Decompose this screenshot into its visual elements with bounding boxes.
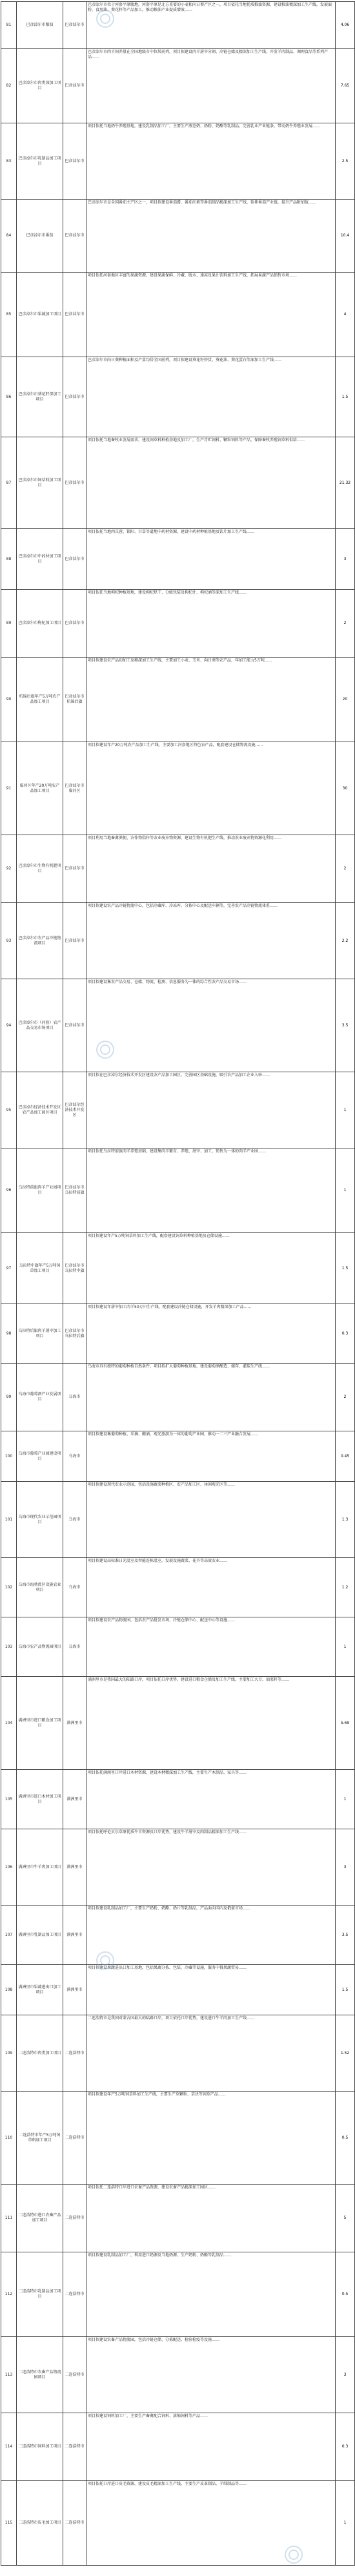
project-name: 二连浩特市年产5万吨饲草料加工项目 xyxy=(17,2092,63,2185)
project-investment: 5 xyxy=(336,2185,355,2252)
project-description: 项目依托乌拉特前旗肉羊养殖基础，建设集肉羊繁育、养殖、屠宰、加工、销售为一体的肉羊产业园…… xyxy=(86,1148,336,1233)
project-name: 巴彦淖尔市果蔬加工项目 xyxy=(17,273,63,357)
row-index: 96 xyxy=(1,1148,17,1233)
project-location: 二连浩特市 xyxy=(63,2185,86,2252)
project-location: 巴彦淖尔市 xyxy=(63,903,86,979)
project-name: 二连浩特市肉类加工项目 xyxy=(17,2015,63,2092)
project-location: 乌海市 xyxy=(63,1431,86,1482)
project-description: 项目依托当地奶牛养殖基地，建设乳制品加工厂，主要生产液态奶、奶粉、奶酪等乳制品，完善乳业产业链条，带动奶牛养殖业发展…… xyxy=(86,123,336,200)
project-name: 乌海市海勃湾区设施农业项目 xyxy=(17,1558,63,1617)
project-description: 项目拟建设乳制品加工厂，利用进口奶源及当地奶源，生产奶粉、奶酪等乳制品…… xyxy=(86,2252,336,2337)
project-description: 项目拟建设年产5万吨饲草料加工生产线，配套建设饲草料种植基地及仓储设施…… xyxy=(86,1233,336,1304)
project-location: 乌海市 xyxy=(63,1364,86,1431)
project-description: 项目拟建设果蔬进出口加工基地，包括果蔬分拣、包装、冷藏等设施，服务中俄果蔬贸易…… xyxy=(86,1965,336,2015)
project-investment: 0.3 xyxy=(336,2413,355,2481)
project-investment: 21.32 xyxy=(336,437,355,529)
table-row xyxy=(1,357,355,437)
table-body xyxy=(1,2,355,2566)
row-index: 86 xyxy=(1,357,17,437)
table-row xyxy=(1,1072,355,1148)
row-index: 106 xyxy=(1,1829,17,1906)
project-description: 项目拟在巴彦淖尔经济技术开发区建设农产品加工园区，完善园区基础设施，吸引农产品加工企业入驻…… xyxy=(86,1072,336,1148)
project-location: 巴彦淖尔市 xyxy=(63,590,86,658)
project-location: 巴彦淖尔市 xyxy=(63,200,86,273)
project-name: 巴彦淖尔市生物有机肥项目 xyxy=(17,835,63,903)
project-location: 巴彦淖尔市乌拉特后旗 xyxy=(63,1304,86,1364)
project-description: 项目依托当地枸杞种植基地，建设枸杞烘干、分级包装及枸杞汁、枸杞酒等深加工生产线…… xyxy=(86,590,336,658)
table-row xyxy=(1,2337,355,2413)
table-row xyxy=(1,2413,355,2481)
project-location: 巴彦淖尔市 xyxy=(63,2,86,49)
row-index: 85 xyxy=(1,273,17,357)
project-name: 乌海市现代农业示范园项目 xyxy=(17,1482,63,1558)
row-index: 94 xyxy=(1,979,17,1072)
row-index: 102 xyxy=(1,1558,17,1617)
project-description: 项目拟建设农产品冷链物流中心，包括冷藏库、冷冻库、分拣中心及配送车辆等，完善农产品冷链物流体系…… xyxy=(86,903,336,979)
project-investment: 3 xyxy=(336,1829,355,1906)
table-row xyxy=(1,1364,355,1431)
row-index: 112 xyxy=(1,2252,17,2337)
project-name: 满洲里市进口木材加工项目 xyxy=(17,1770,63,1829)
project-name: 临河区年产20万吨农产品加工项目 xyxy=(17,742,63,835)
project-description: 项目拟建设集葡萄种植、采摘、酿酒、观光旅游为一体的葡萄产业园，推动一二三产业融合发展…… xyxy=(86,1431,336,1482)
project-description: 满洲里市是我国最大的陆路口岸，项目依托口岸优势，建设进口粮食仓储及加工生产线，主要加工大豆、油菜籽等…… xyxy=(86,1677,336,1770)
project-description: 巴彦淖尔市肉羊饲养量在全国地级市中位居前列，项目拟建设肉羊屠宰分割、冷链仓储及精深加工生产线，开发羊肉制品、调理食品等系列产品…… xyxy=(86,49,336,123)
project-description: 巴彦淖尔市位于河套平原腹地，河套平原是北方重要的小麦和向日葵产区之一，项目依托当地优质粮油资源，建设粮油精深加工生产线，发展面粉、食用油、葵花籽等产品加工，推动粮油产业提质增效…… xyxy=(86,2,336,49)
project-investment: 0.5 xyxy=(336,2092,355,2185)
project-location: 巴彦淖尔市 xyxy=(63,529,86,590)
project-location: 巴彦淖尔市杭锦后旗 xyxy=(63,658,86,742)
project-location: 二连浩特市 xyxy=(63,2252,86,2337)
project-name: 巴彦淖尔市粮油 xyxy=(17,2,63,49)
project-location: 巴彦淖尔市乌拉特前旗 xyxy=(63,1148,86,1233)
watermark-logo-bottom xyxy=(284,2545,303,2564)
row-index: 93 xyxy=(1,903,17,979)
project-name: 二连浩特市农畜产品物流园项目 xyxy=(17,2337,63,2413)
project-name: 乌海市农产品物流园项目 xyxy=(17,1617,63,1677)
row-index: 88 xyxy=(1,529,17,590)
project-investment: 1 xyxy=(336,2481,355,2566)
row-index: 110 xyxy=(1,2092,17,2185)
project-investment: 1.5 xyxy=(336,1965,355,2015)
row-index: 81 xyxy=(1,2,17,49)
row-index: 103 xyxy=(1,1617,17,1677)
row-index: 100 xyxy=(1,1431,17,1482)
project-location: 巴彦淖尔市 xyxy=(63,979,86,1072)
project-location: 二连浩特市 xyxy=(63,2481,86,2566)
project-name: 巴彦淖尔市（河套）农产品交易市场项目 xyxy=(17,979,63,1072)
project-investment: 5.69 xyxy=(336,1677,355,1770)
table-row xyxy=(1,1431,355,1482)
project-name: 巴彦淖尔市番茄 xyxy=(17,200,63,273)
project-table xyxy=(1,1,355,2566)
project-description: 项目依托口岸进口皮毛资源，建设皮毛精深加工生产线，主要生产皮革制品、羊绒制品等…… xyxy=(86,2481,336,2566)
project-name: 满洲里市进口粮食加工项目 xyxy=(17,1677,63,1770)
table-row xyxy=(1,742,355,835)
project-name: 巴彦淖尔市葵花籽深加工项目 xyxy=(17,357,63,437)
table-row xyxy=(1,1906,355,1965)
table-row xyxy=(1,1304,355,1364)
row-index: 104 xyxy=(1,1677,17,1770)
row-index: 108 xyxy=(1,1965,17,2015)
project-investment: 0.45 xyxy=(336,1431,355,1482)
project-investment: 0.3 xyxy=(336,1304,355,1364)
table-row xyxy=(1,2092,355,2185)
row-index: 114 xyxy=(1,2413,17,2481)
table-row xyxy=(1,273,355,357)
project-name: 巴彦淖尔市枸杞加工项目 xyxy=(17,590,63,658)
project-location: 巴彦淖尔市 xyxy=(63,437,86,529)
project-location: 乌海市 xyxy=(63,1558,86,1617)
row-index: 101 xyxy=(1,1482,17,1558)
table-row xyxy=(1,1482,355,1558)
project-location: 二连浩特市 xyxy=(63,2015,86,2092)
project-name: 乌拉特前旗肉羊产业园项目 xyxy=(17,1148,63,1233)
table-row xyxy=(1,1233,355,1304)
project-name: 满洲里市果蔬进出口加工项目 xyxy=(17,1965,63,2015)
project-description: 巴彦淖尔市向日葵种植面积及产量均居全国前列，项目拟建设葵花籽炒货、葵花油、葵花蛋白等深加工生产线…… xyxy=(86,357,336,437)
project-investment: 7.65 xyxy=(336,49,355,123)
row-index: 109 xyxy=(1,2015,17,2092)
project-investment: 1 xyxy=(336,1148,355,1233)
row-index: 92 xyxy=(1,835,17,903)
project-investment: 1.2 xyxy=(336,1558,355,1617)
project-name: 巴彦淖尔市乳制品加工项目 xyxy=(17,123,63,200)
project-description: 项目依托满洲里口岸进口木材资源，建设木材精深加工生产线，主要生产木制品、家具等…… xyxy=(86,1770,336,1829)
project-description: 项目依托河套地区丰富的果蔬资源，建设果蔬保鲜、冷藏、脱水、速冻及果汁饮料加工生产线，拓展果蔬产品销售市场…… xyxy=(86,273,336,357)
project-investment: 4.06 xyxy=(336,2,355,49)
project-name: 乌拉特后旗肉羊屠宰加工项目 xyxy=(17,1304,63,1364)
project-description: 项目拟建设农产品初加工及精深加工生产线，主要加工小麦、玉米、向日葵等农产品，年加工能力5万吨…… xyxy=(86,658,336,742)
table-row xyxy=(1,1558,355,1617)
project-name: 二连浩特市皮毛加工项目 xyxy=(17,2481,63,2566)
project-investment: 1.5 xyxy=(336,357,355,437)
project-location: 巴彦淖尔经济技术开发区 xyxy=(63,1072,86,1148)
table-row xyxy=(1,1677,355,1770)
table-row xyxy=(1,2185,355,2252)
project-investment: 30 xyxy=(336,742,355,835)
project-description: 项目依托当地畜牧业发展需求，建设饲草料种植基地及加工厂，生产青贮饲料、颗粒饲料等产品，保障畜牧养殖饲草料供给…… xyxy=(86,437,336,529)
table-row xyxy=(1,1617,355,1677)
project-location: 巴彦淖尔市 xyxy=(63,49,86,123)
row-index: 97 xyxy=(1,1233,17,1304)
project-investment: 2.5 xyxy=(336,123,355,200)
project-description: 项目依托二连浩特口岸进口农畜产品资源，建设农畜产品精深加工园区…… xyxy=(86,2185,336,2252)
project-location: 满洲里市 xyxy=(63,1677,86,1770)
project-name: 满洲里市乳制品加工项目 xyxy=(17,1906,63,1965)
project-location: 巴彦淖尔市临河区 xyxy=(63,742,86,835)
project-description: 项目利用当地畜禽粪便、农作物秸秆等农业废弃物资源，建设生物有机肥生产线，推动农业废弃物资源化利用…… xyxy=(86,835,336,903)
project-location: 乌海市 xyxy=(63,1617,86,1677)
table-row xyxy=(1,1829,355,1906)
project-description: 项目拟建设年屠宰加工肉羊50万只生产线，配套建设冷链仓储设施，开发羊肉精深加工产品…… xyxy=(86,1304,336,1364)
project-investment: 1 xyxy=(336,1617,355,1677)
project-location: 巴彦淖尔市 xyxy=(63,123,86,200)
row-index: 87 xyxy=(1,437,17,529)
row-index: 89 xyxy=(1,590,17,658)
table-row xyxy=(1,903,355,979)
project-description: 二连浩特市是我国对蒙古国最大的陆路口岸，项目依托口岸优势，建设进口牛羊肉加工生产线…… xyxy=(86,2015,336,2092)
project-investment: 3 xyxy=(336,2337,355,2413)
project-location: 满洲里市 xyxy=(63,1829,86,1906)
project-investment: 1.3 xyxy=(336,1482,355,1558)
project-investment: 1 xyxy=(336,1770,355,1829)
project-name: 乌海市葡萄产业园建设项目 xyxy=(17,1431,63,1482)
project-investment: 0.5 xyxy=(336,2252,355,2337)
project-description: 项目拟建设乳制品加工厂，主要生产奶粉、奶酪、奶片等乳制品，产品面向国内及俄蒙市场…… xyxy=(86,1906,336,1965)
table-row xyxy=(1,658,355,742)
project-name: 巴彦淖尔市中药材加工项目 xyxy=(17,529,63,590)
project-location: 巴彦淖尔市 xyxy=(63,835,86,903)
row-index: 115 xyxy=(1,2481,17,2566)
project-name: 杭锦后旗年产5万吨农产品加工项目 xyxy=(17,658,63,742)
project-name: 乌海市葡萄酒产业发展项目 xyxy=(17,1364,63,1431)
project-investment: 20 xyxy=(336,658,355,742)
project-investment: 2.2 xyxy=(336,903,355,979)
project-name: 巴彦淖尔市农产品冷链物流项目 xyxy=(17,903,63,979)
project-name: 巴彦淖尔市肉类深加工项目 xyxy=(17,49,63,123)
project-investment: 1.5 xyxy=(336,1233,355,1304)
table-row xyxy=(1,835,355,903)
table-row xyxy=(1,1965,355,2015)
project-description: 巴彦淖尔市是全国番茄主产区之一，项目拟建设番茄酱、番茄红素等番茄制品精深加工生产线，延伸番茄产业链，提升产品附加值…… xyxy=(86,200,336,273)
row-index: 98 xyxy=(1,1304,17,1364)
table-row xyxy=(1,200,355,273)
project-description: 乌海市具有独特的葡萄种植自然条件，项目拟扩大葡萄种植基地，建设葡萄酒酿造、储存、灌装生产线…… xyxy=(86,1364,336,1431)
row-index: 95 xyxy=(1,1072,17,1148)
watermark-logo-mid xyxy=(96,1040,115,1059)
row-index: 107 xyxy=(1,1906,17,1965)
project-description: 项目拟建设年产5万吨饲草料加工生产线，主要生产草颗粒、草块等饲草产品…… xyxy=(86,2092,336,2185)
project-name: 乌拉特中旗年产5万吨饲草加工项目 xyxy=(17,1233,63,1304)
project-description: 项目依托当地肉苁蓉、锁阳、甘草等道地中药材资源，建设中药材种植基地及饮片加工生产线…… xyxy=(86,529,336,590)
project-investment: 3 xyxy=(336,529,355,590)
project-location: 乌海市 xyxy=(63,1482,86,1558)
row-index: 111 xyxy=(1,2185,17,2252)
table-row xyxy=(1,49,355,123)
table-row xyxy=(1,123,355,200)
table-row xyxy=(1,590,355,658)
project-description: 项目依托呼伦贝尔草原优质牛羊资源及口岸优势，建设牛羊屠宰及肉制品精深加工生产线…… xyxy=(86,1829,336,1906)
project-name: 满洲里市牛羊肉加工项目 xyxy=(17,1829,63,1906)
project-location: 满洲里市 xyxy=(63,1770,86,1829)
project-investment: 2 xyxy=(336,1364,355,1431)
project-location: 巴彦淖尔市 xyxy=(63,273,86,357)
project-name: 二连浩特市进口农畜产品加工项目 xyxy=(17,2185,63,2252)
project-investment: 3.5 xyxy=(336,979,355,1072)
project-description: 项目拟建设集农产品交易、仓储、物流、检测、信息服务为一体的综合性农产品交易市场…… xyxy=(86,979,336,1072)
project-name: 巴彦淖尔市饲草料加工项目 xyxy=(17,437,63,529)
project-investment: 10.4 xyxy=(336,200,355,273)
row-index: 83 xyxy=(1,123,17,200)
row-index: 99 xyxy=(1,1364,17,1431)
project-location: 二连浩特市 xyxy=(63,2092,86,2185)
table-row xyxy=(1,529,355,590)
project-description: 项目拟建设饲料加工厂，主要生产畜禽配合饲料、浓缩饲料等产品…… xyxy=(86,2413,336,2481)
project-location: 满洲里市 xyxy=(63,1965,86,2015)
table-row xyxy=(1,1148,355,1233)
project-investment: 2 xyxy=(336,835,355,903)
project-description: 项目拟建设农产品物流园，包括农产品批发市场、冷链仓储中心、配送中心等设施…… xyxy=(86,1617,336,1677)
project-investment: 3.5 xyxy=(336,1906,355,1965)
project-investment: 1 xyxy=(336,1072,355,1148)
table-row xyxy=(1,979,355,1072)
project-name: 二连浩特市乳制品加工项目 xyxy=(17,2252,63,2337)
row-index: 91 xyxy=(1,742,17,835)
project-location: 二连浩特市 xyxy=(63,2337,86,2413)
project-investment: 1.52 xyxy=(336,2015,355,2092)
project-name: 巴彦淖尔经济技术开发区农产品加工园区项目 xyxy=(17,1072,63,1148)
row-index: 90 xyxy=(1,658,17,742)
table-row xyxy=(1,2,355,49)
project-name: 二连浩特市饲料加工项目 xyxy=(17,2413,63,2481)
project-location: 巴彦淖尔市 xyxy=(63,357,86,437)
project-location: 满洲里市 xyxy=(63,1906,86,1965)
project-description: 项目拟建设高标准日光温室及智能连栋温室，发展设施蔬菜、花卉等高效农业…… xyxy=(86,1558,336,1617)
project-description: 项目拟建设现代农业示范园，包括设施蔬菜种植区、农产品加工区、休闲观光区等…… xyxy=(86,1482,336,1558)
table-row xyxy=(1,2252,355,2337)
project-investment: 4 xyxy=(336,273,355,357)
project-location: 二连浩特市 xyxy=(63,2413,86,2481)
project-location: 巴彦淖尔市乌拉特中旗 xyxy=(63,1233,86,1304)
table-row xyxy=(1,1770,355,1829)
watermark-logo-lower xyxy=(96,1951,115,1970)
project-description: 项目拟建设年产20万吨农产品加工生产线，主要加工河套地区特色农产品，配套建设仓储物流设施…… xyxy=(86,742,336,835)
table-row xyxy=(1,437,355,529)
project-investment: 2 xyxy=(336,590,355,658)
row-index: 84 xyxy=(1,200,17,273)
row-index: 113 xyxy=(1,2337,17,2413)
row-index: 82 xyxy=(1,49,17,123)
table-row xyxy=(1,2015,355,2092)
row-index: 105 xyxy=(1,1770,17,1829)
project-description: 项目拟建设农畜产品物流园，包括冷链仓储、分拣配送、检验检疫等设施…… xyxy=(86,2337,336,2413)
watermark-logo-top xyxy=(96,9,115,28)
